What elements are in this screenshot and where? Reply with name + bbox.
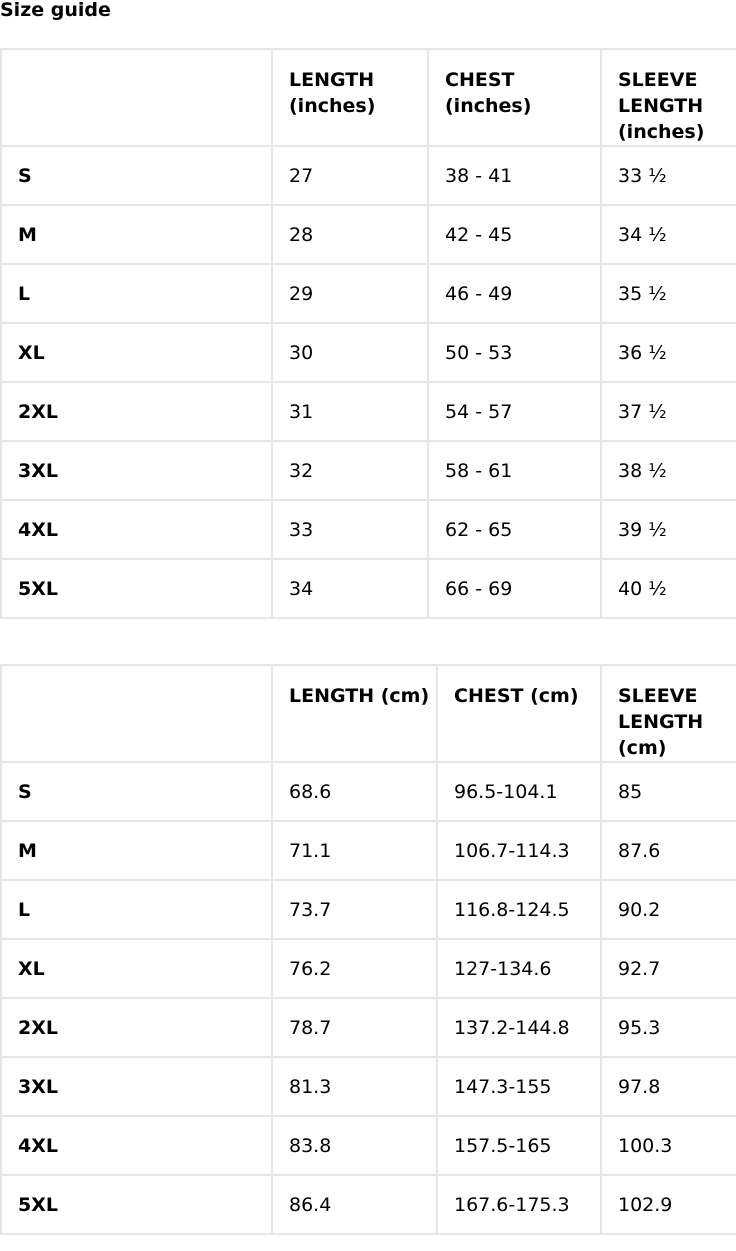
table-row <box>1 500 736 559</box>
table-row <box>1 1175 736 1234</box>
cell-sleeve-length: 102.9 <box>601 1175 736 1234</box>
cell-chest: 167.6-175.3 <box>437 1175 601 1234</box>
cell-length: 81.3 <box>272 1057 437 1116</box>
table-row <box>1 998 736 1057</box>
table-row <box>1 264 736 323</box>
header-sleeve-length: SLEEVE LENGTH (cm) <box>601 665 736 762</box>
cell-sleeve-length: 97.8 <box>601 1057 736 1116</box>
cell-chest: 127-134.6 <box>437 939 601 998</box>
cell-length: 32 <box>272 441 428 500</box>
cell-sleeve-length: 85 <box>601 762 736 821</box>
cell-length: 27 <box>272 146 428 205</box>
cell-size: S <box>1 762 272 821</box>
header-chest: CHEST (inches) <box>428 49 601 146</box>
cell-size: 5XL <box>1 1175 272 1234</box>
cell-chest: 42 - 45 <box>428 205 601 264</box>
cell-chest: 157.5-165 <box>437 1116 601 1175</box>
cell-sleeve-length: 87.6 <box>601 821 736 880</box>
table-header-row <box>1 665 736 762</box>
cell-sleeve-length: 33 ½ <box>601 146 736 205</box>
table-row <box>1 1116 736 1175</box>
cell-chest: 54 - 57 <box>428 382 601 441</box>
cell-size: 5XL <box>1 559 272 618</box>
cell-length: 68.6 <box>272 762 437 821</box>
table-row <box>1 146 736 205</box>
table-row <box>1 205 736 264</box>
cell-size: 4XL <box>1 1116 272 1175</box>
cell-size: 2XL <box>1 382 272 441</box>
cell-size: L <box>1 880 272 939</box>
cell-sleeve-length: 35 ½ <box>601 264 736 323</box>
table-header-row <box>1 49 736 146</box>
cell-size: 3XL <box>1 1057 272 1116</box>
table-row <box>1 762 736 821</box>
cell-size: M <box>1 205 272 264</box>
cell-size: XL <box>1 323 272 382</box>
cell-size: 4XL <box>1 500 272 559</box>
size-table-inches <box>0 48 736 619</box>
cell-length: 30 <box>272 323 428 382</box>
cell-sleeve-length: 92.7 <box>601 939 736 998</box>
cell-chest: 96.5-104.1 <box>437 762 601 821</box>
cell-length: 28 <box>272 205 428 264</box>
header-length: LENGTH (cm) <box>272 665 437 762</box>
cell-length: 83.8 <box>272 1116 437 1175</box>
cell-chest: 147.3-155 <box>437 1057 601 1116</box>
cell-sleeve-length: 34 ½ <box>601 205 736 264</box>
cell-chest: 38 - 41 <box>428 146 601 205</box>
cell-sleeve-length: 95.3 <box>601 998 736 1057</box>
cell-length: 73.7 <box>272 880 437 939</box>
cell-length: 29 <box>272 264 428 323</box>
table-row <box>1 323 736 382</box>
cell-chest: 137.2-144.8 <box>437 998 601 1057</box>
table-row <box>1 821 736 880</box>
header-chest: CHEST (cm) <box>437 665 601 762</box>
header-size <box>1 665 272 762</box>
cell-sleeve-length: 39 ½ <box>601 500 736 559</box>
cell-length: 86.4 <box>272 1175 437 1234</box>
page-title: Size guide <box>0 0 111 21</box>
cell-chest: 46 - 49 <box>428 264 601 323</box>
cell-chest: 50 - 53 <box>428 323 601 382</box>
cell-sleeve-length: 40 ½ <box>601 559 736 618</box>
cell-sleeve-length: 36 ½ <box>601 323 736 382</box>
cell-length: 34 <box>272 559 428 618</box>
cell-chest: 106.7-114.3 <box>437 821 601 880</box>
table-row <box>1 382 736 441</box>
cell-size: L <box>1 264 272 323</box>
cell-chest: 66 - 69 <box>428 559 601 618</box>
cell-sleeve-length: 38 ½ <box>601 441 736 500</box>
cell-sleeve-length: 100.3 <box>601 1116 736 1175</box>
table-row <box>1 559 736 618</box>
cell-chest: 58 - 61 <box>428 441 601 500</box>
cell-chest: 62 - 65 <box>428 500 601 559</box>
header-sleeve-length: SLEEVE LENGTH (inches) <box>601 49 736 146</box>
table-row <box>1 1057 736 1116</box>
header-length: LENGTH (inches) <box>272 49 428 146</box>
table-row <box>1 939 736 998</box>
cell-length: 33 <box>272 500 428 559</box>
size-table-cm <box>0 664 736 1235</box>
cell-length: 71.1 <box>272 821 437 880</box>
cell-size: S <box>1 146 272 205</box>
cell-length: 76.2 <box>272 939 437 998</box>
cell-chest: 116.8-124.5 <box>437 880 601 939</box>
cell-sleeve-length: 90.2 <box>601 880 736 939</box>
table-row <box>1 441 736 500</box>
cell-length: 78.7 <box>272 998 437 1057</box>
table-row <box>1 880 736 939</box>
cell-size: 3XL <box>1 441 272 500</box>
cell-size: 2XL <box>1 998 272 1057</box>
header-size <box>1 49 272 146</box>
cell-sleeve-length: 37 ½ <box>601 382 736 441</box>
cell-size: M <box>1 821 272 880</box>
cell-size: XL <box>1 939 272 998</box>
cell-length: 31 <box>272 382 428 441</box>
